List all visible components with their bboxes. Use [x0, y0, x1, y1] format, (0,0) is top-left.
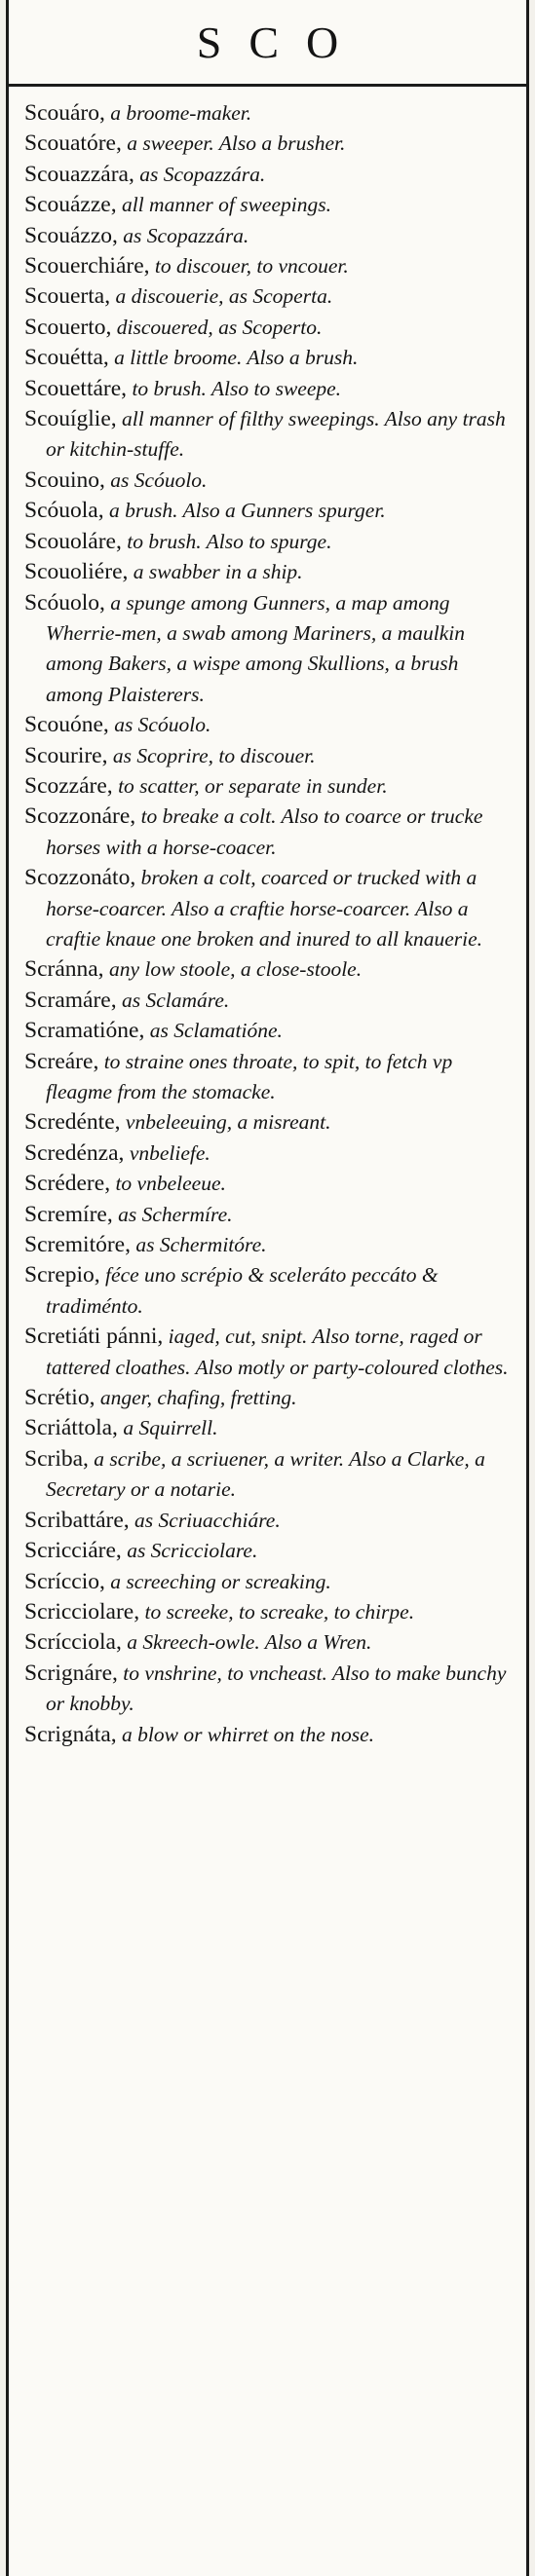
- entry-definition: as Sclamáre.: [116, 988, 230, 1012]
- dictionary-entry: [24, 190, 516, 220]
- entry-headword: Scouíglie,: [24, 406, 117, 432]
- dictionary-entry: [24, 1597, 516, 1627]
- entry-definition: as Scoprire, to discouer.: [107, 743, 316, 767]
- entry-headword: Scramatióne,: [24, 1018, 145, 1044]
- entry-headword: Scóuola,: [24, 498, 104, 524]
- entry-headword: Scouino,: [24, 467, 105, 493]
- entry-definition: as Scriuacchiáre.: [129, 1508, 281, 1532]
- entry-definition: a little broome. Also a brush.: [108, 346, 359, 370]
- dictionary-entry: [24, 1047, 516, 1108]
- dictionary-entry: [24, 251, 516, 281]
- entry-definition: as Schermitóre.: [130, 1233, 267, 1257]
- entry-definition: as Scóuolo.: [108, 713, 211, 737]
- dictionary-entry: [24, 710, 516, 740]
- entry-definition: as Scopazzára.: [134, 162, 266, 186]
- dictionary-entry: [24, 343, 516, 373]
- entry-definition: to brush. Also to sweepe.: [127, 376, 342, 400]
- dictionary-entry: [24, 1659, 516, 1720]
- entry-headword: Scricciáre,: [24, 1538, 122, 1564]
- entry-definition: vnbeliefe.: [124, 1140, 210, 1165]
- entry-definition: to breake a colt. Also to coarce or trucke horses with a horse-coacer.: [46, 804, 483, 859]
- dictionary-entry: [24, 771, 516, 802]
- entry-definition: a sweeper. Also a brusher.: [121, 131, 346, 156]
- entry-definition: as Scricciolare.: [121, 1539, 258, 1563]
- entry-definition: as Sclamatióne.: [144, 1019, 283, 1043]
- entry-headword: Scouáro,: [24, 100, 105, 126]
- entry-headword: Scouerchiáre,: [24, 253, 150, 280]
- dictionary-entry: [24, 1200, 516, 1230]
- entry-headword: Scriba,: [24, 1445, 89, 1472]
- entry-definition: vnbeleeuing, a misreant.: [120, 1110, 331, 1135]
- entry-definition: discouered, as Scoperto.: [111, 315, 323, 339]
- entry-definition: as Scopazzára.: [117, 223, 249, 247]
- dictionary-entry: [24, 1720, 516, 1750]
- entry-headword: Scredénza,: [24, 1139, 125, 1166]
- dictionary-page: [6, 0, 529, 2576]
- entry-headword: Scouázzo,: [24, 222, 118, 248]
- entry-definition: a discouerie, as Scoperta.: [110, 284, 333, 309]
- dictionary-entry: [24, 986, 516, 1016]
- entry-definition: as Schermíre.: [112, 1202, 233, 1226]
- dictionary-entry: [24, 1139, 516, 1169]
- entry-headword: Scouerto,: [24, 314, 112, 340]
- entry-definition: to scatter, or separate in sunder.: [112, 773, 388, 798]
- dictionary-entry: [24, 588, 516, 711]
- dictionary-entry: [24, 1567, 516, 1597]
- entry-definition: to discouer, to vncouer.: [149, 254, 349, 279]
- entry-list: [9, 87, 526, 1750]
- entry-headword: Scricciolare,: [24, 1598, 140, 1624]
- entry-headword: Scouóne,: [24, 712, 109, 738]
- dictionary-entry: [24, 496, 516, 526]
- dictionary-entry: [24, 1107, 516, 1138]
- entry-headword: Scouazzára,: [24, 161, 134, 187]
- dictionary-entry: [24, 281, 516, 312]
- dictionary-entry: [24, 160, 516, 190]
- entry-headword: Scretiáti pánni,: [24, 1324, 164, 1350]
- entry-definition: to straine ones throate, to spit, to fetch vp fleagme from the stomacke.: [46, 1049, 453, 1103]
- entry-headword: Scozzonáre,: [24, 803, 136, 830]
- entry-definition: a blow or whirret on the nose.: [116, 1722, 374, 1746]
- dictionary-entry: [24, 802, 516, 863]
- entry-definition: a spunge among Gunners, a map among Wherrie-men, a swab among Mariners, a maulkin among Bakers, a wispe among Skullions, a brush among Plaisterers.: [46, 590, 465, 706]
- dictionary-entry: [24, 557, 516, 587]
- entry-definition: all manner of filthy sweepings. Also any trash or kitchin-stuffe.: [46, 407, 506, 462]
- entry-definition: as Scóuolo.: [104, 467, 208, 492]
- entry-headword: Scramáre,: [24, 987, 117, 1013]
- dictionary-entry: [24, 221, 516, 251]
- entry-definition: anger, chafing, fretting.: [95, 1386, 297, 1410]
- entry-headword: Screpio,: [24, 1262, 100, 1288]
- dictionary-entry: [24, 1260, 516, 1322]
- entry-headword: Scrícciola,: [24, 1629, 122, 1656]
- entry-definition: to screeke, to screake, to chirpe.: [139, 1599, 415, 1624]
- entry-definition: a scribe, a scriuener, a writer. Also a Clarke, a Secretary or a notarie.: [46, 1446, 485, 1502]
- entry-headword: Scrétio,: [24, 1385, 96, 1411]
- entry-headword: Scriáttola,: [24, 1415, 118, 1441]
- entry-definition: to brush. Also to spurge.: [121, 529, 332, 553]
- dictionary-entry: [24, 1169, 516, 1199]
- entry-headword: Scóuolo,: [24, 589, 105, 616]
- dictionary-entry: [24, 313, 516, 343]
- entry-definition: to vnbeleeue.: [110, 1172, 226, 1196]
- entry-definition: broken a colt, coarced or trucked with a horse-coarcer. Also a craftie horse-coarcer. Also a craftie knaue one broken and inured to all knauerie.: [46, 866, 483, 951]
- entry-headword: Scrignáre,: [24, 1660, 118, 1686]
- entry-definition: féce uno scrépio & sceleráto peccáto & tradiménto.: [46, 1263, 439, 1318]
- dictionary-entry: [24, 374, 516, 404]
- dictionary-entry: [24, 129, 516, 159]
- entry-definition: to vnshrine, to vncheast. Also to make bunchy or knobby.: [46, 1661, 507, 1716]
- page-header: [9, 0, 526, 87]
- entry-definition: any low stoole, a close-stoole.: [103, 957, 363, 982]
- entry-headword: Scouázze,: [24, 192, 117, 218]
- dictionary-entry: [24, 954, 516, 985]
- entry-headword: Scouoláre,: [24, 528, 122, 554]
- entry-definition: iaged, cut, snipt. Also torne, raged or tattered cloathes. Also motly or party-coloured clothes.: [46, 1325, 509, 1379]
- dictionary-entry: [24, 1444, 516, 1506]
- entry-headword: Scozzáre,: [24, 772, 113, 799]
- dictionary-entry: [24, 1413, 516, 1443]
- entry-definition: a screeching or screaking.: [104, 1569, 331, 1593]
- entry-headword: Scremitóre,: [24, 1232, 131, 1258]
- entry-definition: all manner of sweepings.: [116, 193, 331, 217]
- entry-headword: Scouétta,: [24, 345, 109, 371]
- entry-headword: Screáre,: [24, 1048, 99, 1074]
- entry-headword: Scríccio,: [24, 1568, 105, 1594]
- entry-headword: Scouettáre,: [24, 375, 128, 401]
- dictionary-entry: [24, 1506, 516, 1536]
- dictionary-entry: [24, 1383, 516, 1413]
- entry-headword: Scribattáre,: [24, 1507, 130, 1533]
- entry-definition: a Skreech-owle. Also a Wren.: [121, 1630, 372, 1655]
- entry-headword: Scredénte,: [24, 1109, 121, 1136]
- entry-headword: Scouoliére,: [24, 559, 129, 585]
- dictionary-entry: [24, 1536, 516, 1566]
- dictionary-entry: [24, 863, 516, 954]
- entry-headword: Scozzonáto,: [24, 865, 136, 891]
- dictionary-entry: [24, 1230, 516, 1260]
- entry-headword: Scrédere,: [24, 1171, 111, 1197]
- dictionary-entry: [24, 404, 516, 466]
- entry-headword: Scouerta,: [24, 283, 111, 310]
- entry-headword: Scouatóre,: [24, 131, 122, 157]
- entry-headword: Scourire,: [24, 742, 108, 768]
- dictionary-entry: [24, 1322, 516, 1383]
- dictionary-entry: [24, 98, 516, 129]
- entry-definition: a Squirrell.: [117, 1416, 218, 1440]
- dictionary-entry: [24, 741, 516, 771]
- entry-definition: a swabber in a ship.: [128, 560, 303, 584]
- entry-definition: a broome-maker.: [104, 101, 252, 125]
- entry-headword: Scremíre,: [24, 1201, 113, 1227]
- entry-definition: a brush. Also a Gunners spurger.: [103, 499, 386, 523]
- entry-headword: Scrignáta,: [24, 1721, 117, 1747]
- running-head: SCO: [196, 17, 366, 67]
- dictionary-entry: [24, 1627, 516, 1658]
- dictionary-entry: [24, 527, 516, 557]
- dictionary-entry: [24, 466, 516, 496]
- dictionary-entry: [24, 1016, 516, 1046]
- entry-headword: Scránna,: [24, 956, 104, 983]
